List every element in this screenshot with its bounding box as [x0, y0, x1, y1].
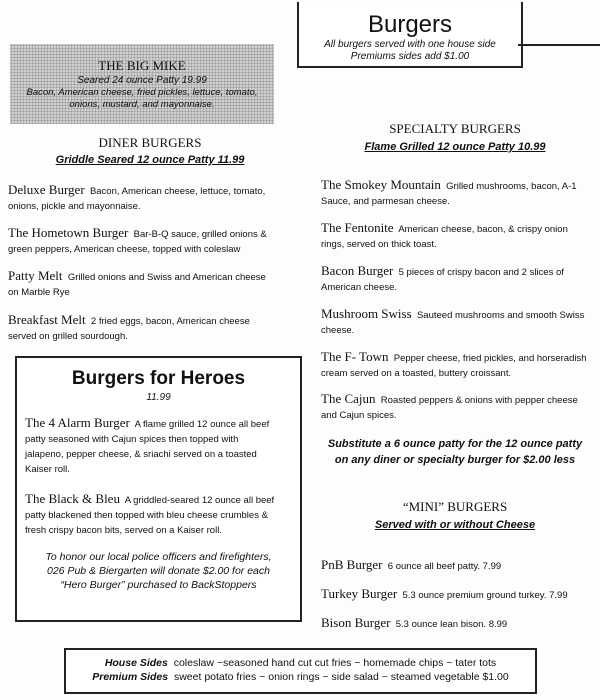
item-desc: Grilled onions and Swiss and American cheese — [67, 272, 266, 283]
item-name: The Smokey Mountain — [321, 177, 441, 192]
heroes-title: Burgers for Heroes — [71, 368, 246, 389]
item-desc-2: onions, pickle and mayonnaise. — [8, 201, 141, 212]
item-desc-2: green peppers, American cheese, topped with coleslaw — [8, 244, 241, 255]
item-desc: Grilled mushrooms, bacon, A-1 — [446, 181, 577, 192]
item-desc-2: served on grilled sourdough. — [8, 331, 128, 342]
item-name: The 4 Alarm Burger — [25, 415, 130, 430]
item-desc: 2 fried eggs, bacon, American cheese — [90, 316, 250, 327]
header-note-2: Premiums sides add $1.00 — [350, 51, 470, 62]
specialty-section — [310, 121, 600, 153]
big-mike-patty: Seared 24 ounce Patty 19.99 — [77, 75, 207, 86]
item-desc: Pepper cheese, fried pickles, and horseradish — [393, 353, 587, 364]
specialty-item — [321, 306, 593, 338]
big-mike-title: THE BIG MIKE — [98, 58, 186, 73]
substitute-note — [310, 436, 600, 468]
item-desc: 5 pieces of crispy bacon and 2 slices of — [398, 267, 564, 278]
item-name: The Cajun — [321, 391, 376, 406]
heroes-note-1: To honor our local police officers and firefighters, — [45, 551, 272, 563]
item-name: Deluxe Burger — [8, 182, 85, 197]
diner-item — [8, 225, 303, 257]
specialty-item — [321, 391, 593, 423]
item-desc-2: patty seasoned with Cajun spices then topped with — [25, 434, 239, 445]
item-desc-2: American cheese. — [321, 282, 398, 293]
specialty-item — [321, 263, 593, 295]
item-desc-2: patty blackened then topped with bleu cheese crumbles & — [25, 510, 268, 521]
mini-section — [310, 499, 600, 531]
heroes-price: 11.99 — [146, 392, 171, 403]
specialty-item — [321, 349, 593, 381]
heroes-note-2: 026 Pub & Biergarten will donate $2.00 for each — [47, 565, 270, 577]
item-name: Mushroom Swiss — [321, 306, 412, 321]
item-desc: Sauteed mushrooms and smooth Swiss — [416, 310, 585, 321]
heroes-note-3: “Hero Burger” purchased to BackStoppers — [60, 579, 257, 591]
big-mike-box — [10, 44, 274, 124]
substitute-note-1: Substitute a 6 ounce patty for the 12 ounce patty — [327, 438, 583, 450]
item-desc: Bar-B-Q sauce, grilled onions & — [133, 229, 267, 240]
item-name: The F- Town — [321, 349, 389, 364]
header-note-1: All burgers served with one house side — [324, 39, 496, 50]
item-desc-2: rings, served on thick toast. — [321, 239, 437, 250]
item-name: Turkey Burger — [321, 586, 398, 601]
item-name: Breakfast Melt — [8, 312, 86, 327]
house-sides-list: coleslaw ~seasoned hand cut cut fries ~ homemade chips ~ tater tots — [173, 657, 497, 669]
diner-item — [8, 312, 303, 344]
diner-section — [0, 135, 300, 166]
title-rule — [518, 44, 600, 46]
heroes-item — [25, 491, 292, 538]
item-desc-3: jalapeno, pepper cheese, & sriachi served on a toasted — [25, 449, 257, 460]
diner-subtitle: Griddle Seared 12 ounce Patty 11.99 — [55, 154, 245, 166]
house-sides — [66, 656, 535, 670]
item-desc: 5.3 ounce premium ground turkey. 7.99 — [402, 590, 568, 601]
substitute-note-2: on any diner or specialty burger for $2.00 less — [334, 454, 576, 466]
item-name: Bison Burger — [321, 615, 391, 630]
mini-item — [321, 557, 593, 574]
mini-item — [321, 615, 593, 632]
title-box — [297, 2, 523, 68]
sides-box — [64, 648, 537, 694]
menu-title: Burgers — [367, 11, 453, 38]
mini-subtitle: Served with or without Cheese — [374, 519, 536, 531]
premium-sides — [66, 670, 535, 684]
heroes-item — [25, 415, 292, 477]
item-desc-2: Sauce, and parmesan cheese. — [321, 196, 450, 207]
mini-item — [321, 586, 596, 603]
heroes-box — [15, 356, 302, 622]
item-name: Bacon Burger — [321, 263, 394, 278]
diner-item — [8, 182, 303, 214]
diner-item — [8, 268, 303, 300]
item-desc-2: on Marble Rye — [8, 287, 70, 298]
item-name: PnB Burger — [321, 557, 383, 572]
specialty-subtitle: Flame Grilled 12 ounce Patty 10.99 — [364, 141, 546, 153]
big-mike-desc: Bacon, American cheese, fried pickles, lettuce, tomato, onions, mustard, and mayonnaise. — [26, 87, 258, 110]
heroes-note — [17, 550, 300, 592]
item-desc-2: cream served on a toasted, buttery croissant. — [321, 368, 512, 379]
premium-sides-label: Premium Sides — [92, 671, 169, 683]
item-name: The Hometown Burger — [8, 225, 129, 240]
item-name: Patty Melt — [8, 268, 63, 283]
item-desc: Roasted peppers & onions with pepper cheese — [380, 395, 578, 406]
item-desc-2: and Cajun spices. — [321, 410, 397, 421]
specialty-item — [321, 177, 593, 209]
item-desc-3: fresh crispy bacon bits, served on a Kaiser roll. — [25, 525, 222, 536]
item-desc: A flame grilled 12 ounce all beef — [134, 419, 270, 430]
item-name: The Fentonite — [321, 220, 394, 235]
diner-title: DINER BURGERS — [98, 135, 202, 150]
specialty-title: SPECIALTY BURGERS — [389, 121, 521, 136]
specialty-item — [321, 220, 593, 252]
item-desc-4: Kaiser roll. — [25, 464, 70, 475]
mini-title: “MINI” BURGERS — [402, 499, 508, 514]
item-desc: 6 ounce all beef patty. 7.99 — [387, 561, 502, 572]
item-desc: Bacon, American cheese, lettuce, tomato, — [89, 186, 266, 197]
item-name: The Black & Bleu — [25, 491, 120, 506]
item-desc-2: cheese. — [321, 325, 355, 336]
house-sides-label: House Sides — [104, 657, 168, 669]
item-desc: 5.3 ounce lean bison. 8.99 — [395, 619, 508, 630]
item-desc: American cheese, bacon, & crispy onion — [398, 224, 568, 235]
premium-sides-list: sweet potato fries ~ onion rings ~ side salad ~ steamed vegetable $1.00 — [173, 671, 509, 683]
item-desc: A griddled-seared 12 ounce all beef — [124, 495, 275, 506]
